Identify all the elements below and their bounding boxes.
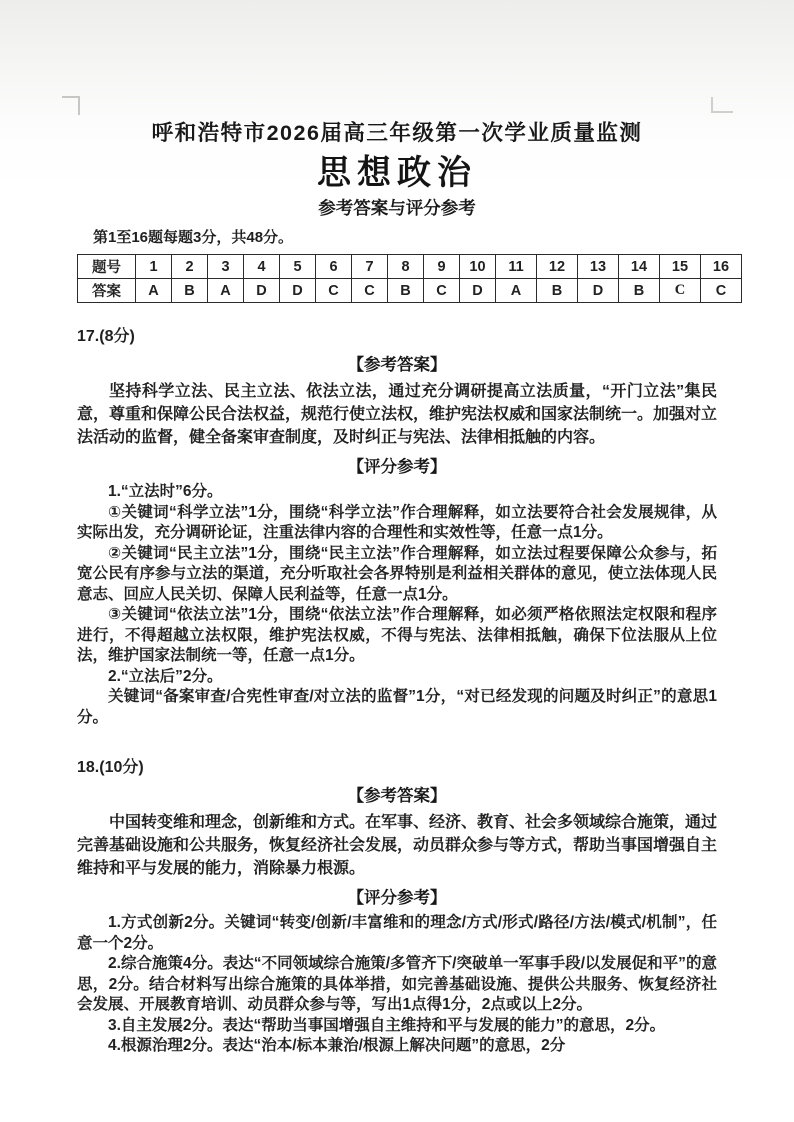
crop-mark-left [62,96,80,115]
answer-key-subtitle: 参考答案与评分参考 [318,198,476,218]
table-cell: D [280,279,316,303]
table-cell: 6 [316,255,352,279]
q17-scoring-item: 关键词“备案审查/合宪性审查/对立法的监督”1分，“对已经发现的问题及时纠正”的意思1分。 [77,688,717,726]
table-cell: A [208,279,244,303]
question-18-section [77,758,717,1057]
table-cell: 7 [352,255,388,279]
table-cell: D [578,279,619,303]
scoring-guide-title: 【评分参考】 [347,889,447,907]
table-cell: C [424,279,460,303]
question-number-row [78,255,742,279]
table-cell: 13 [578,255,619,279]
table-cell: B [388,279,424,303]
table-cell: 11 [496,255,537,279]
table-cell: B [537,279,578,303]
q18-scoring-item: 3.自主发展2分。表达“帮助当事国增强自主维持和平与发展的能力”的意思，2分。 [108,1016,666,1034]
subject-title: 思想政治 [317,154,477,192]
table-cell: 2 [172,255,208,279]
scoring-guide-title: 【评分参考】 [347,458,447,476]
reference-answer-title: 【参考答案】 [347,787,447,805]
table-cell: 12 [537,255,578,279]
table-cell: B [619,279,660,303]
table-cell: A [136,279,172,303]
row-label: 题号 [78,255,136,279]
table-cell: D [460,279,496,303]
q18-scoring-item: 2.综合施策4分。表达“不同领域综合施策/多管齐下/突破单一军事手段/以发展促和平”的意思，2分。结合材料写出综合施策的具体举措，如完善基础设施、提供公共服务、恢复经济社会发展、开展教育培训、动员群众参与等，写出1点得1分，2点或以上2分。 [77,955,717,1013]
q17-answer-paragraph: 坚持科学立法、民主立法、依法立法，通过充分调研提高立法质量，“开门立法”集民意，尊重和保障公民合法权益，规范行使立法权，维护宪法权威和国家法制统一。加强对立法活动的监督，健全备案审查制度，及时纠正与宪法、法律相抵触的内容。 [77,383,718,446]
q18-scoring-item: 1.方式创新2分。关键词“转变/创新/丰富维和的理念/方式/形式/路径/方法/模式/机制”，任意一个2分。 [77,914,717,952]
table-cell: 10 [460,255,496,279]
table-cell: C [660,279,701,303]
table-cell: A [496,279,537,303]
table-cell: 4 [244,255,280,279]
table-cell: 1 [136,255,172,279]
table-cell: C [316,279,352,303]
q17-scoring-item: ①关键词“科学立法”1分，围绕“科学立法”作合理解释，如立法要符合社会发展规律，从实际出发，充分调研论证，注重法律内容的合理性和实效性等，任意一点1分。 [77,503,717,541]
table-cell: C [352,279,388,303]
table-cell: 14 [619,255,660,279]
table-cell: 15 [660,255,701,279]
q18-scoring-item: 4.根源治理2分。表达“治本/标本兼治/根源上解决问题”的意思，2分 [108,1037,566,1054]
table-cell: 8 [388,255,424,279]
q17-scoring-item: 2.“立法后”2分。 [108,667,223,685]
question-18-heading: 18.(10分) [77,759,144,776]
score-note: 第1至16题每题3分，共48分。 [93,229,294,246]
q17-scoring-item: ③关键词“依法立法”1分，围绕“依法立法”作合理解释，如必须严格依照法定权限和程序进行，不得超越立法权限，维护宪法权威，不得与宪法、法律相抵触，确保下位法服从上位法，维护国家法制统一等，任意一点1分。 [77,606,717,664]
exam-title: 呼和浩特市2026届高三年级第一次学业质量监测 [151,121,643,145]
table-cell: C [701,279,742,303]
table-cell: D [244,279,280,303]
q17-scoring-item: 1.“立法时”6分。 [108,483,223,500]
reference-answer-title: 【参考答案】 [347,356,447,374]
row-label: 答案 [78,279,136,303]
q17-scoring-item: ②关键词“民主立法”1分，围绕“民主立法”作合理解释，如立法过程要保障公众参与，拓宽公民有序参与立法的渠道，充分听取社会各界特别是利益相关群体的意见，使立法体现人民意志、回应人民关切、保障人民利益等，任意一点1分。 [77,544,717,603]
table-cell: 16 [701,255,742,279]
crop-mark-right [711,97,733,113]
question-17-section [77,327,717,728]
q18-answer-paragraph: 中国转变维和理念，创新维和方式。在军事、经济、教育、社会多领域综合施策，通过完善基础设施和公共服务，恢复经济社会发展，动员群众参与等方式，帮助当事国增强自主维持和平与发展的能力，消除暴力根源。 [77,814,718,877]
question-17-heading: 17.(8分) [77,328,135,345]
table-cell: 3 [208,255,244,279]
table-cell: 9 [424,255,460,279]
table-cell: 5 [280,255,316,279]
table-cell: B [172,279,208,303]
answer-row [78,279,742,303]
answer-table [77,254,742,303]
